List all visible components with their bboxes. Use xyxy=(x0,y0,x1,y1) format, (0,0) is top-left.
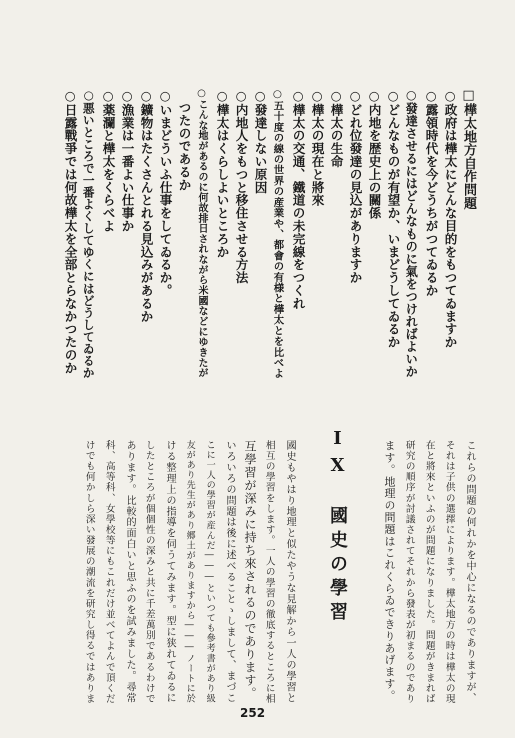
problem-item: ○樺太はくらしよいところか xyxy=(214,88,230,259)
problem-item: ○樺太の生命 xyxy=(328,88,344,168)
problem-list-title: □樺太地方自作問題 xyxy=(461,88,476,210)
prose-line: これらの問題の何れかを中心になるのでありますが、 xyxy=(464,440,476,704)
problem-item: ○どんなものが有望か、いまどうしてゐるか xyxy=(385,88,401,349)
problem-item: ○薬瀾と樺太をくらべよ xyxy=(100,88,116,233)
problem-item: ○漁業は一番よい仕事か xyxy=(119,88,135,233)
problem-item: ○内地を歴史上の關係 xyxy=(366,88,382,220)
problem-item: ○日露戰爭では何故樺太を全部とらなかつたのか xyxy=(62,88,78,375)
problem-item: ○鑛物はたくさんとれる見込みがあるか xyxy=(138,88,154,323)
prose-line: 國史もやはり地理と似たやうな見解から一人の學習と xyxy=(284,440,296,704)
problem-item: ○どれ位發達の見込がありますか xyxy=(347,88,363,284)
prose-line: 互學習が深みに持ち來されるのであります。 xyxy=(243,440,258,700)
problem-item: ○内地人をもつと移住させる方法 xyxy=(233,88,249,284)
prose-line: 相互の學習をします。一人の學習の徹底するところに相 xyxy=(263,440,275,704)
prose-line: 科、高等科、女學校等にもこれだけ並べてよんで頂くだ xyxy=(103,440,115,704)
prose-line: 在と將來といふのが問題になりました。問題がきまれば xyxy=(423,440,435,704)
problem-item: ○樺太の交通、鐵道の未完線をつくれ xyxy=(290,88,306,310)
prose-line: あります。比較的面白いと思ふのを試みました。尋常 xyxy=(124,440,136,704)
section-heading: IX 國史の學習 xyxy=(327,428,348,626)
problem-item: ○發達させるにはどんなものに氣をつければよいか xyxy=(404,88,419,378)
prose-line: いろいろの問題は後に述べることゝしまして、まづこ xyxy=(224,440,236,704)
prose-line: ます。地理の問題はこれくらゐできりあげます。 xyxy=(383,440,396,702)
page-number: 252 xyxy=(240,706,266,720)
problem-item: ○悪いところで一番よくしてゆくにはどうしてゐるか xyxy=(81,88,96,379)
problem-item: ○發達しない原因 xyxy=(252,88,268,194)
problem-item: つたのであるか xyxy=(176,88,192,192)
problem-item: ○樺太の現在と將來 xyxy=(309,88,325,207)
prose-line: けでも何かしら深い發展の潮流を研究し得るではありま xyxy=(83,440,95,704)
prose-line: こに一人の學習が産んだ―――といつても參考書があり級 xyxy=(204,440,215,704)
problem-item: ○いまどういふ仕事をしてゐるか。 xyxy=(157,88,173,297)
problem-item: ○露領時代を今どうちがつてゐるか xyxy=(423,88,439,297)
problem-item: ○五十度の線の世界の産業や、都會の有様と樺太とを比べよ xyxy=(271,88,284,379)
prose-line: 友があり先生があり郷土がありますから―――ノートに於 xyxy=(184,440,195,704)
problem-item: ○こんな地があるのに何故排日されながら米國などにゆきたが xyxy=(196,88,208,379)
prose-line: ける整理上の指導を伺うてみます。型に狭れてゐるに xyxy=(164,440,176,704)
prose-line: 研究の順序が討議されてそれから發表が初まるのであり xyxy=(403,440,415,704)
problem-item: ○政府は樺太にどんな目的をもつてゐますか xyxy=(442,88,458,349)
prose-line: それは子供の選擇によります。樺太地方の時は樺太の現 xyxy=(443,440,455,704)
prose-line: したところが個個性の深みと共に千差萬別であるわけで xyxy=(143,440,155,704)
